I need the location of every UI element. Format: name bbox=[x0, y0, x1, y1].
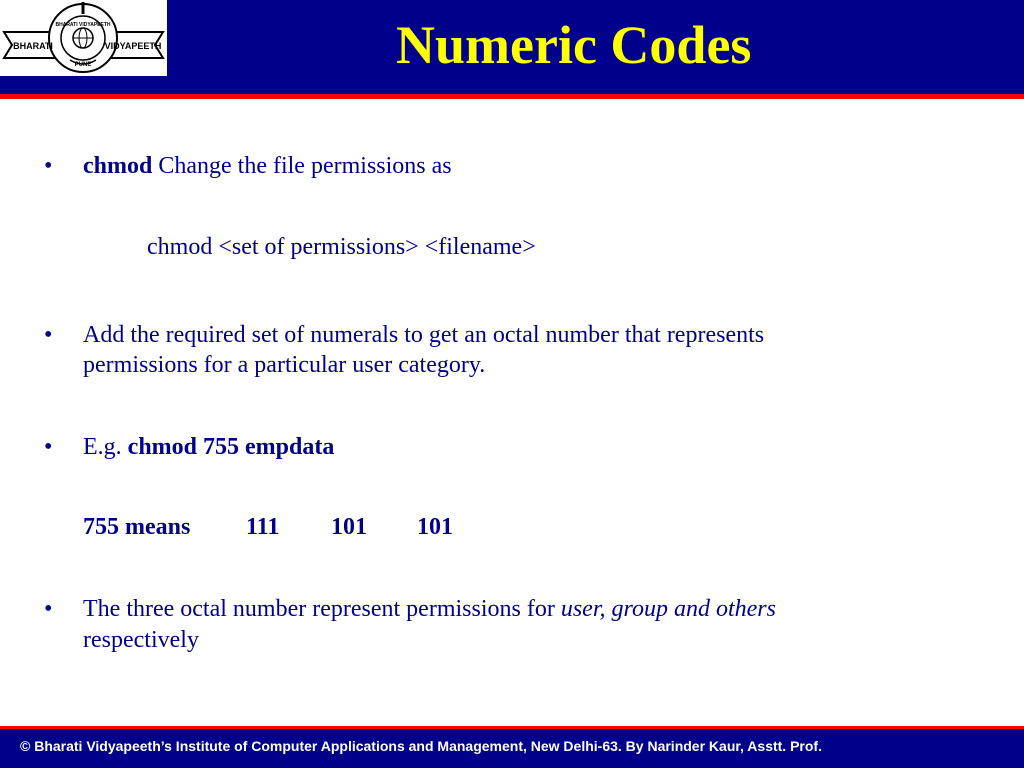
footer-copyright: © Bharati Vidyapeeth’s Institute of Computer Applications and Management, New Delhi-63. By Narinder Kaur, Asstt. Prof. bbox=[20, 738, 822, 754]
seal-emblem-icon bbox=[0, 0, 167, 76]
means-value-others: 101 bbox=[417, 514, 453, 540]
bullet-icon: • bbox=[44, 596, 53, 622]
chmod-description: Change the file permissions as bbox=[152, 153, 452, 179]
octal-line-1 bbox=[83, 594, 776, 625]
bullet-chmod-description bbox=[83, 151, 452, 182]
header-red-line bbox=[0, 94, 1024, 99]
example-command: chmod 755 empdata bbox=[127, 434, 335, 460]
example-prefix: E.g. bbox=[83, 434, 128, 460]
octal-line-2: respectively bbox=[83, 627, 199, 653]
page-title: Numeric Codes bbox=[396, 15, 752, 75]
octal-categories: user, group and others bbox=[560, 596, 776, 622]
numerals-line-1: Add the required set of numerals to get an octal number that represents bbox=[83, 322, 765, 348]
bullet-icon: • bbox=[44, 322, 53, 348]
logo bbox=[0, 0, 167, 76]
logo-left-text: BHARATI bbox=[13, 41, 53, 51]
numerals-line-2: permissions for a particular user category. bbox=[83, 352, 486, 378]
example-line bbox=[83, 432, 334, 463]
chmod-syntax: chmod <set of permissions> <filename> bbox=[147, 234, 536, 260]
logo-bottom-text: PUNE bbox=[74, 62, 92, 68]
bullet-icon: • bbox=[44, 153, 53, 179]
logo-arc-text: BHARATI VIDYAPEETH bbox=[55, 22, 111, 28]
octal-prefix: The three octal number represent permissions for bbox=[83, 596, 561, 622]
logo-right-text: VIDYAPEETH bbox=[104, 41, 162, 51]
means-value-group: 101 bbox=[331, 514, 367, 540]
means-value-user: 111 bbox=[246, 514, 280, 540]
means-label: 755 means bbox=[83, 514, 191, 540]
bullet-icon: • bbox=[44, 434, 53, 460]
chmod-command: chmod bbox=[83, 153, 153, 179]
